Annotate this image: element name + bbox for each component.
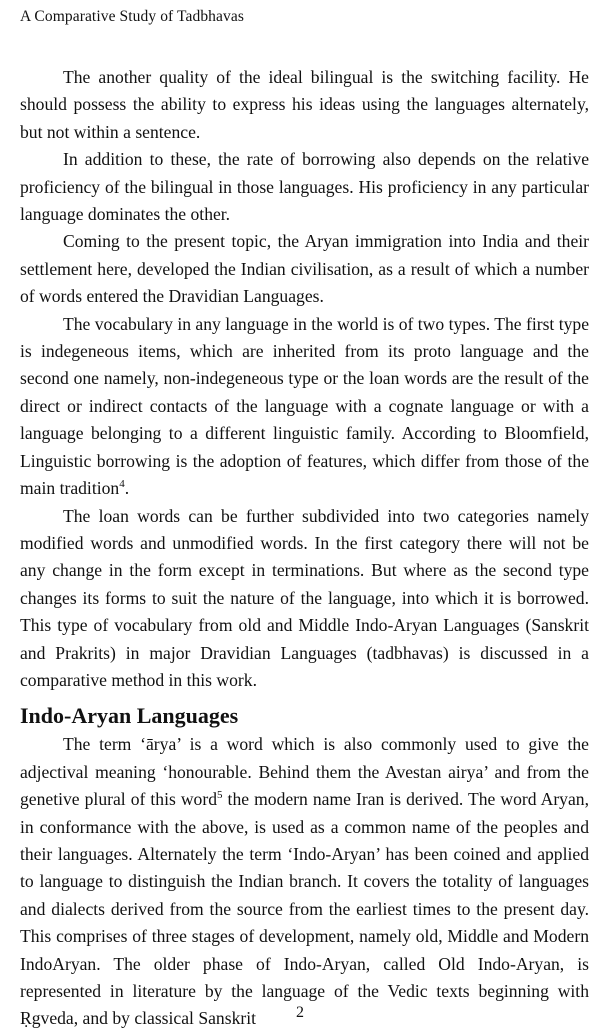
page-body [20, 64, 589, 1033]
paragraph-text: The vocabulary in any language in the world is of two types. The first type is indegeneous items, which are inherited from its proto language and the second one namely, non-indegeneous type or the loan words are the result of the direct or indirect contacts of the language with a cognate language or with a language belonging to a different linguistic family. According to Bloomfield, Linguistic borrowing is the adoption of features, which differ from those of the main tradition [20, 313, 589, 499]
footnote-reference: 4 [119, 478, 125, 491]
running-head: A Comparative Study of Tadbhavas [20, 8, 244, 25]
paragraph: The loan words can be further subdivided into two categories namely modified words and unmodified words. In the first category there will not be any change in the form except in terminations. But where as the second type changes its forms to suit the nature of the language, into which it is borrowed. This type of vocabulary from old and Middle Indo-Aryan Languages (Sanskrit and Prakrits) in major Dravidian Languages (tadbhavas) is discussed in a comparative method in this work. [20, 505, 589, 690]
footnote-reference: 5 [217, 789, 223, 802]
paragraph: In addition to these, the rate of borrowing also depends on the relative proficiency of the bilingual in those languages. His proficiency in any particular language dominates the other. [20, 149, 589, 225]
paragraph-text-end: . [124, 478, 130, 499]
page-number: 2 [296, 1004, 304, 1021]
paragraph-text-continuation: the modern name Iran is derived. The word Aryan, in conformance with the above, is used as a common name of the peoples and their languages. Alternately the term ‘Indo-Aryan’ has been coined and applied to language to distinguish the Indian branch. It covers the totality of languages and dialects derived from the source from the earliest times to the present day. This comprises of three stages of development, namely old, Middle and Modern IndoAryan. The older phase of Indo-Aryan, called Old Indo-Aryan, is represented in literature by the language of the Vedic texts beginning with Ṛgveda, and by classical Sanskrit [20, 789, 589, 1029]
paragraph: The another quality of the ideal bilingual is the switching facility. He should possess the ability to express his ideas using the languages alternately, but not within a sentence. [20, 67, 589, 142]
paragraph [20, 731, 589, 1032]
paragraph: Coming to the present topic, the Aryan immigration into India and their settlement here, developed the Indian civilisation, as a result of which a number of words entered the Dravidian Languages. [20, 231, 589, 307]
paragraph [20, 311, 589, 503]
section-heading: Indo-Aryan Languages [20, 703, 239, 729]
paragraph-text: The term ‘ārya’ is a word which is also commonly used to give the adjectival meaning ‘honourable. Behind them the Avestan airya’ and from the genetive plural of this word [20, 734, 589, 810]
